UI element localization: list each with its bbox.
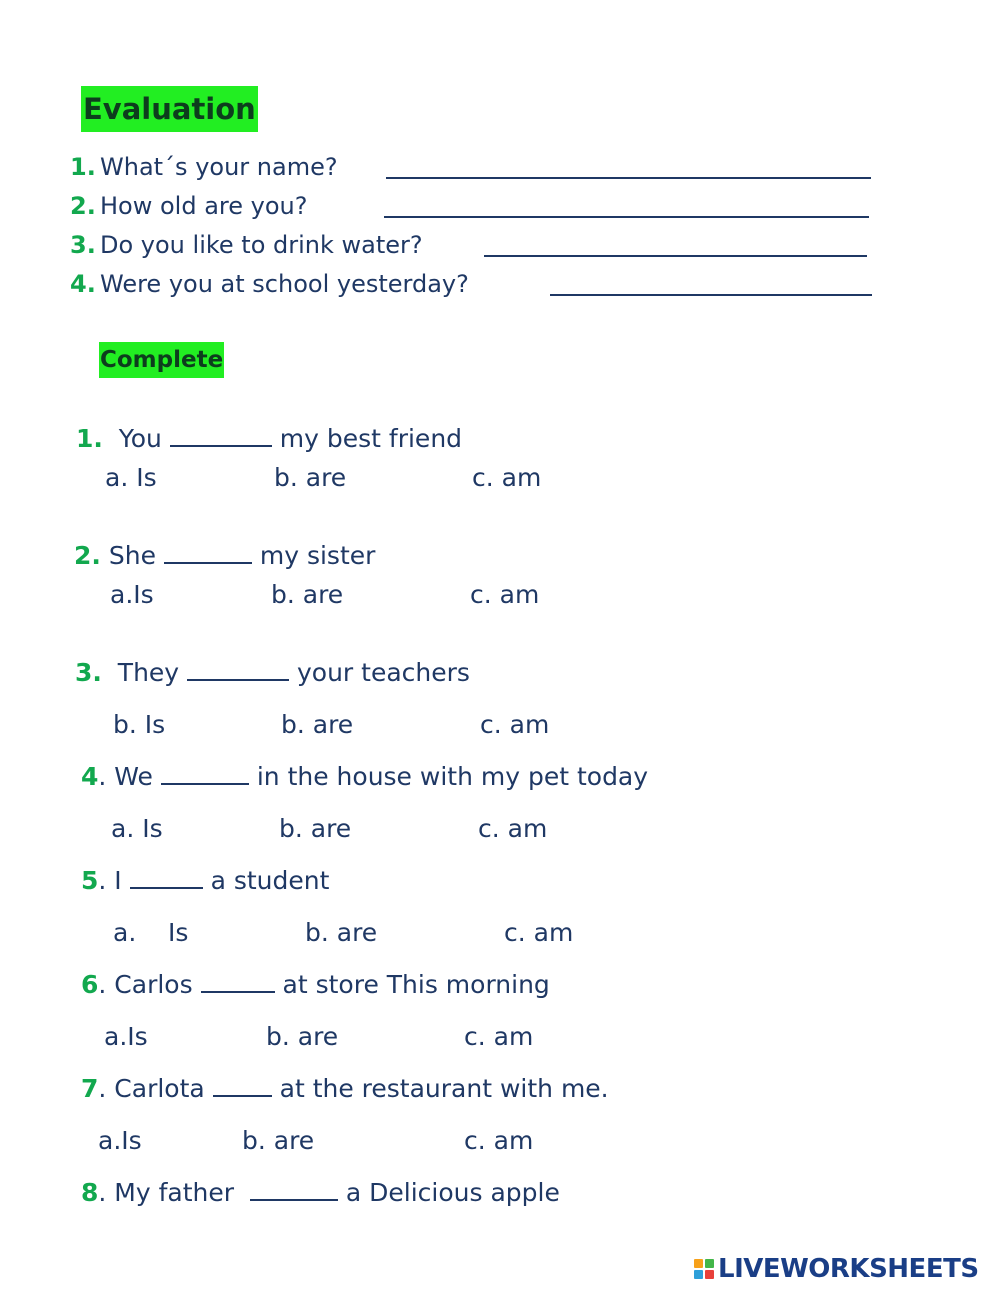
option-b[interactable]: b. are [274,463,347,492]
option-c[interactable]: c. am [480,710,550,739]
item-text-before: . My father [98,1178,250,1207]
item-text-after: my best friend [271,424,463,453]
complete-item-6 [81,967,550,1003]
liveworksheets-logo [694,1253,979,1285]
complete-item-8 [81,1175,560,1211]
answer-line-4[interactable] [550,294,872,296]
question-text: What´s your name? [100,153,338,181]
evaluation-question-3 [70,228,423,262]
answer-line-1[interactable] [386,177,871,179]
item-number: 2. [74,541,101,570]
option-b[interactable]: b. are [242,1126,315,1155]
logo-text: LIVEWORKSHEETS [718,1254,979,1284]
complete-item-2 [74,538,375,574]
option-c[interactable]: c. am [472,463,542,492]
evaluation-question-4 [70,267,469,301]
complete-item-1 [76,421,462,457]
option-a[interactable]: a. Is [113,918,189,947]
item-text-before: . We [98,762,161,791]
complete-item-3 [75,655,470,691]
blank[interactable] [130,867,203,889]
item-text-before: . I [98,866,130,895]
blank[interactable] [170,425,272,447]
option-c[interactable]: c. am [470,580,540,609]
complete-item-7 [81,1071,609,1107]
option-b[interactable]: b. are [271,580,344,609]
answer-line-3[interactable] [484,255,867,257]
item-text-before: You [102,424,170,453]
item-text-before: . Carlos [98,970,201,999]
question-number: 1. [70,153,96,181]
blank[interactable] [187,659,289,681]
option-a[interactable]: b. Is [113,710,166,739]
complete-item-5 [81,863,329,899]
option-b[interactable]: b. are [266,1022,339,1051]
item-text-after: at the restaurant with me. [271,1074,609,1103]
item-number: 7 [81,1074,99,1103]
evaluation-heading: Evaluation [81,86,258,132]
item-number: 6 [81,970,99,999]
item-text-after: a Delicious apple [337,1178,560,1207]
item-number: 8 [81,1178,99,1207]
option-c[interactable]: c. am [464,1022,534,1051]
blank[interactable] [213,1075,272,1097]
option-b[interactable]: b. are [305,918,378,947]
item-text-before: . Carlota [98,1074,213,1103]
logo-mark-icon [694,1259,714,1279]
option-b[interactable]: b. are [279,814,352,843]
question-text: Do you like to drink water? [100,231,423,259]
option-a[interactable]: a. Is [105,463,157,492]
complete-item-4 [81,759,648,795]
item-text-before: They [101,658,188,687]
evaluation-question-1 [70,150,338,184]
item-text-after: your teachers [289,658,470,687]
question-number: 2. [70,192,96,220]
question-text: Were you at school yesterday? [100,270,469,298]
complete-heading: Complete [99,342,224,378]
option-c[interactable]: c. am [478,814,548,843]
item-text-after: my sister [251,541,376,570]
question-number: 3. [70,231,96,259]
evaluation-question-2 [70,189,307,223]
item-number: 5 [81,866,99,895]
item-text-before: She [100,541,164,570]
blank[interactable] [164,542,252,564]
question-text: How old are you? [100,192,308,220]
option-a[interactable]: a.Is [104,1022,148,1051]
item-text-after: a student [202,866,330,895]
option-c[interactable]: c. am [464,1126,534,1155]
option-c[interactable]: c. am [504,918,574,947]
blank[interactable] [161,763,249,785]
question-number: 4. [70,270,96,298]
item-text-after: in the house with my pet today [248,762,649,791]
option-a[interactable]: a.Is [110,580,154,609]
blank[interactable] [201,971,275,993]
blank[interactable] [250,1179,338,1201]
item-text-after: at store This morning [274,970,550,999]
answer-line-2[interactable] [384,216,869,218]
item-number: 3. [75,658,102,687]
item-number: 1. [76,424,103,453]
item-number: 4 [81,762,99,791]
option-b[interactable]: b. are [281,710,354,739]
option-a[interactable]: a.Is [98,1126,142,1155]
option-a[interactable]: a. Is [111,814,163,843]
